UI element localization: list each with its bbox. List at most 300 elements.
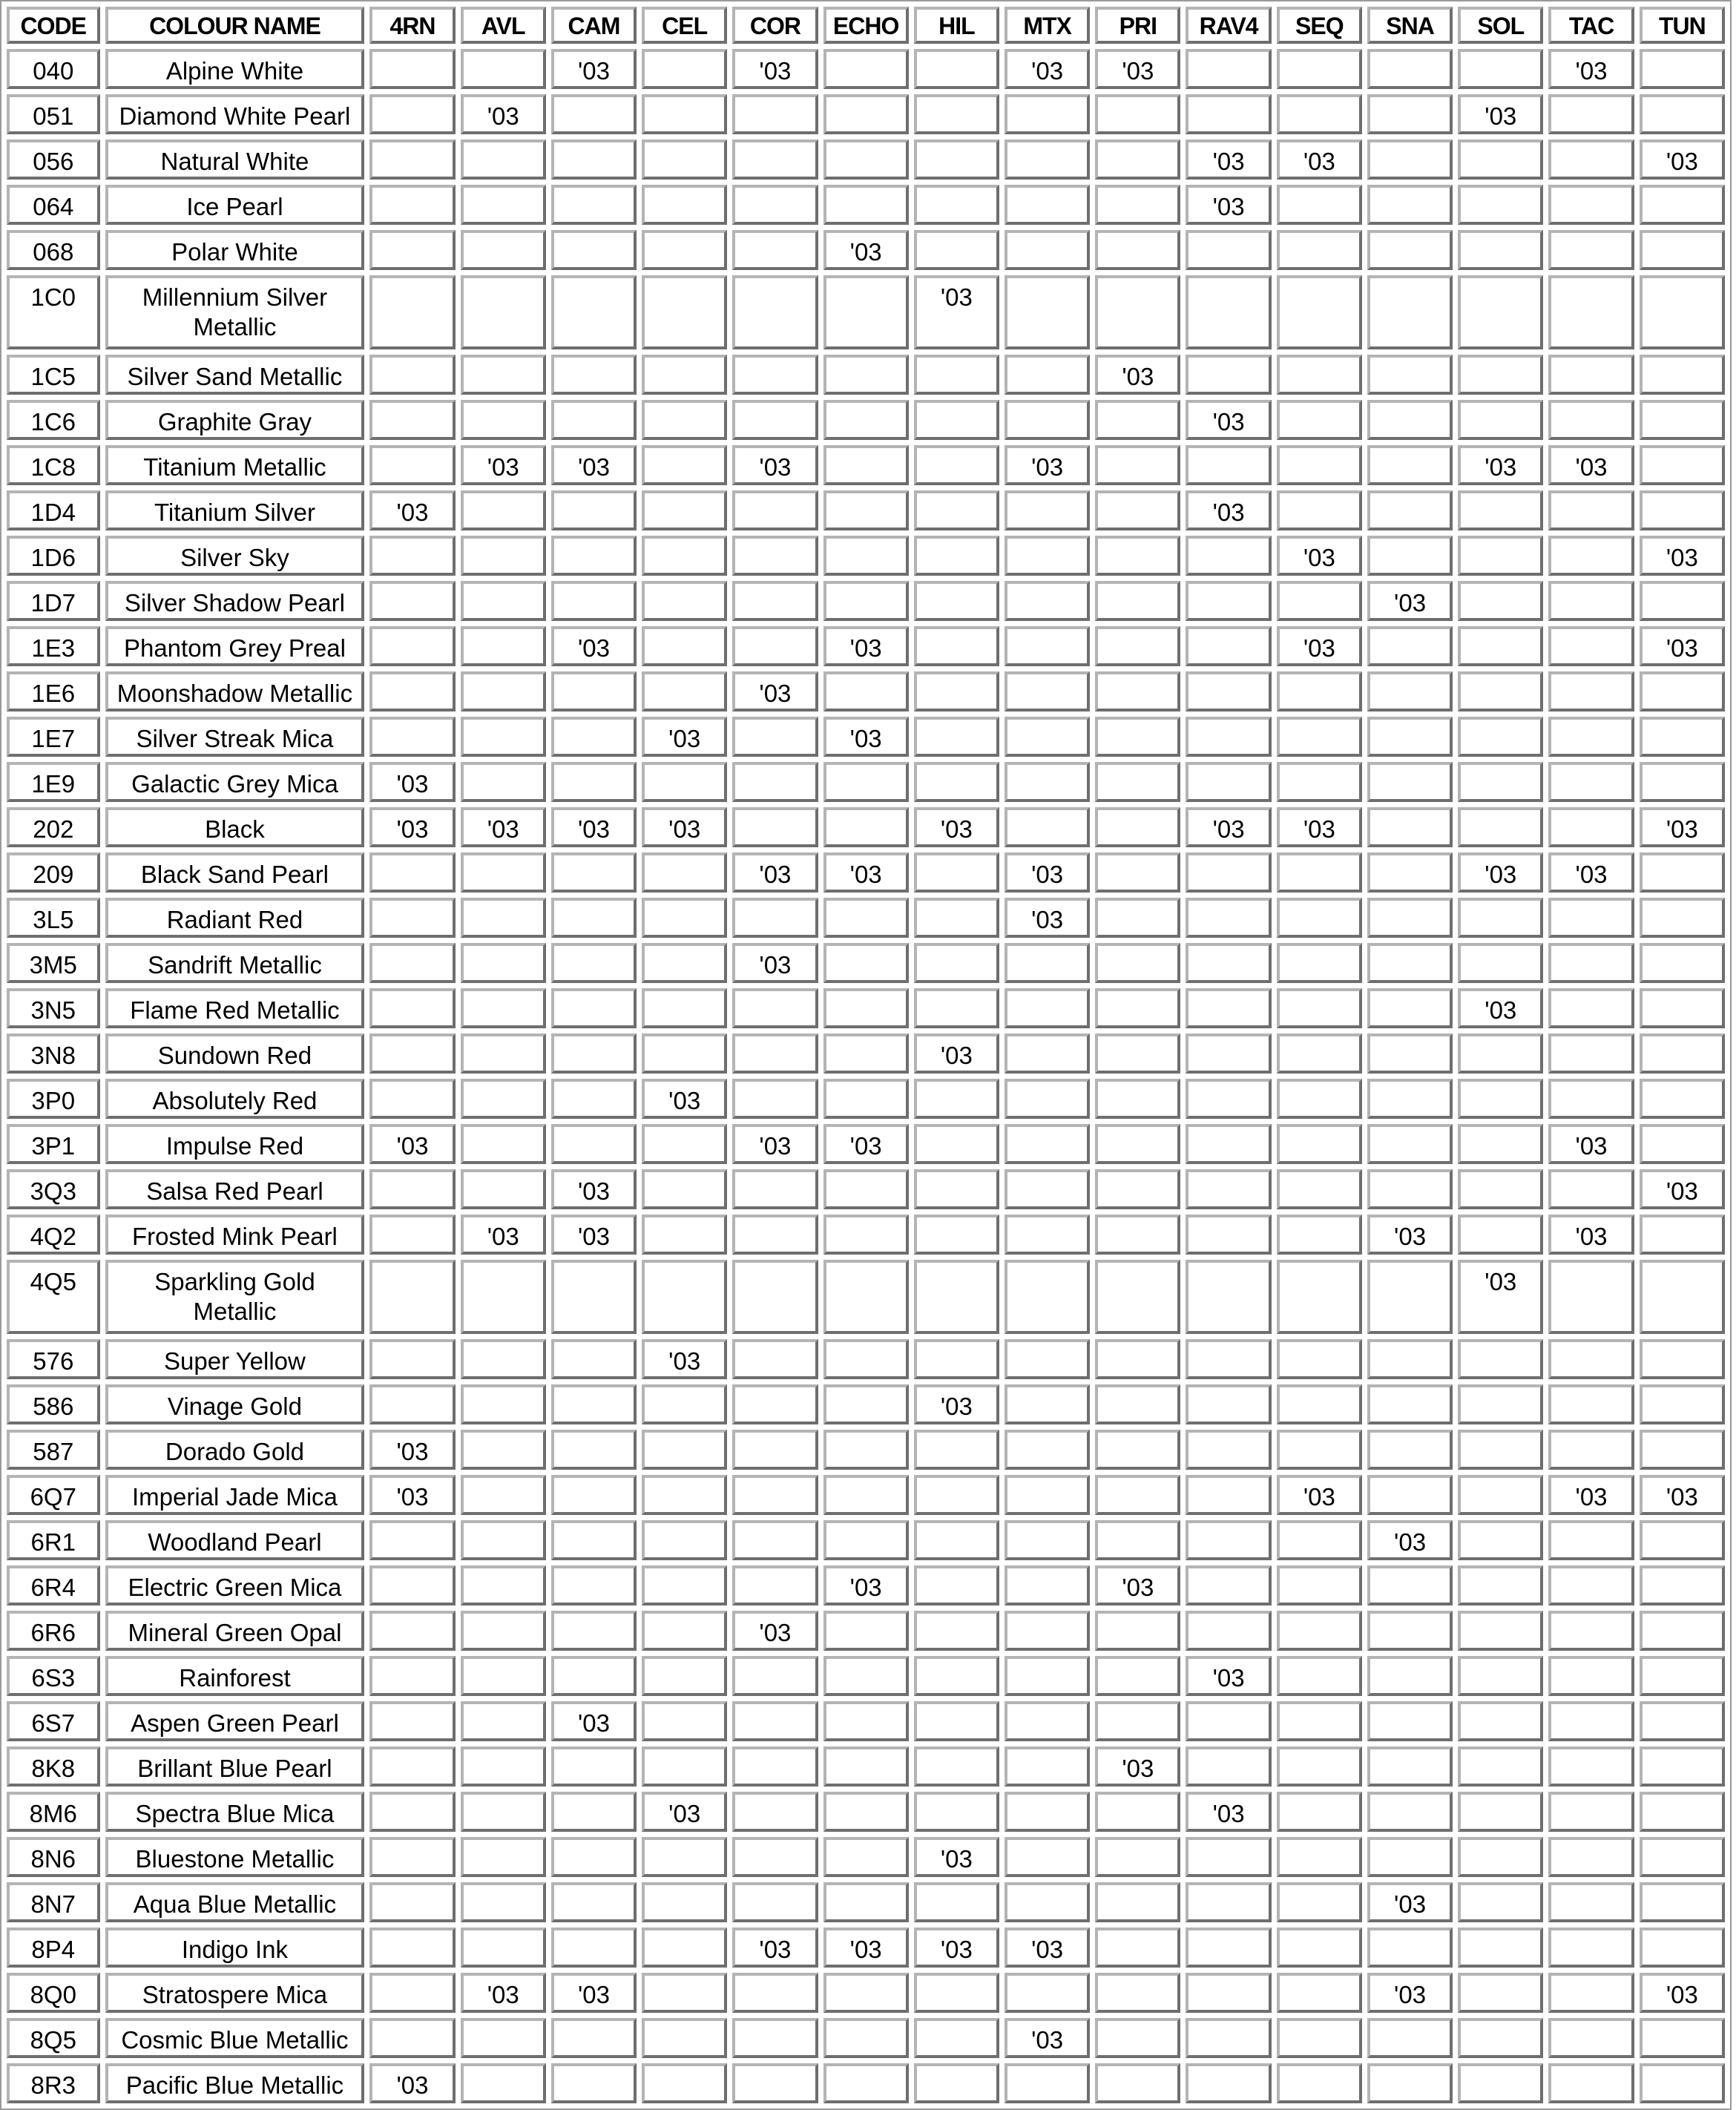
model-cell (823, 1746, 909, 1787)
model-cell (1367, 898, 1453, 938)
model-cell (551, 185, 637, 225)
colour-name-cell: Sundown Red (105, 1033, 365, 1074)
model-cell (1005, 1882, 1090, 1922)
model-cell (1640, 1124, 1725, 1164)
colour-name-cell: Bluestone Metallic (105, 1837, 365, 1877)
model-cell (642, 1520, 727, 1560)
model-cell (369, 1520, 455, 1560)
model-cell (1277, 1520, 1362, 1560)
model-cell (461, 1520, 546, 1560)
model-cell (461, 1079, 546, 1119)
model-cell (914, 717, 999, 757)
model-cell (369, 94, 455, 134)
model-cell: '03 (1277, 536, 1362, 576)
model-cell: '03 (1005, 898, 1090, 938)
model-cell (369, 1973, 455, 2013)
model-cell (1186, 1169, 1271, 1209)
model-cell (1640, 185, 1725, 225)
model-cell (461, 626, 546, 666)
colour-code-cell: 8M6 (7, 1792, 100, 1832)
model-cell (1005, 1475, 1090, 1515)
model-cell (369, 1837, 455, 1877)
model-cell (1005, 807, 1090, 847)
model-cell (551, 1260, 637, 1334)
model-cell (1640, 1927, 1725, 1968)
model-cell (1548, 536, 1634, 576)
colour-name-cell: Spectra Blue Mica (105, 1792, 365, 1832)
model-cell: '03 (1640, 626, 1725, 666)
model-cell (1367, 1837, 1453, 1877)
model-cell (914, 762, 999, 802)
colour-code-cell: 8Q0 (7, 1973, 100, 2013)
model-cell (1640, 1215, 1725, 1255)
model-cell (823, 1475, 909, 1515)
colour-code-cell: 3P1 (7, 1124, 100, 1164)
model-cell: '03 (732, 445, 818, 485)
model-cell (1095, 1430, 1180, 1470)
model-cell (642, 1384, 727, 1424)
model-cell (551, 1124, 637, 1164)
model-cell (461, 1384, 546, 1424)
model-cell: '03 (1548, 1215, 1634, 1255)
model-cell: '03 (642, 1339, 727, 1379)
model-cell (1005, 275, 1090, 349)
model-cell (551, 943, 637, 983)
model-cell (1095, 671, 1180, 711)
model-cell (642, 400, 727, 440)
model-cell (1548, 1384, 1634, 1424)
model-cell (551, 717, 637, 757)
model-cell (1005, 139, 1090, 180)
model-cell (369, 852, 455, 893)
model-cell (1548, 2063, 1634, 2103)
model-cell (1640, 762, 1725, 802)
model-cell (1095, 1079, 1180, 1119)
model-cell (914, 536, 999, 576)
model-cell: '03 (1005, 1927, 1090, 1968)
model-cell (1186, 275, 1271, 349)
model-cell (1095, 139, 1180, 180)
table-row (7, 1384, 1725, 1424)
model-cell (1367, 1033, 1453, 1074)
model-cell: '03 (732, 1927, 818, 1968)
model-cell (1548, 671, 1634, 711)
model-cell (551, 94, 637, 134)
model-cell (823, 1837, 909, 1877)
model-cell: '03 (369, 2063, 455, 2103)
model-cell (1548, 943, 1634, 983)
column-header-sol: SOL (1458, 7, 1543, 44)
model-cell (1095, 2018, 1180, 2058)
colour-code-cell: 1E9 (7, 762, 100, 802)
colour-code-cell: 068 (7, 230, 100, 270)
model-cell: '03 (1458, 852, 1543, 893)
model-cell (642, 94, 727, 134)
colour-code-cell: 3Q3 (7, 1169, 100, 1209)
model-cell (1277, 1169, 1362, 1209)
model-cell (1367, 671, 1453, 711)
model-cell: '03 (551, 1973, 637, 2013)
model-cell (1005, 185, 1090, 225)
model-cell (823, 185, 909, 225)
model-cell (1095, 1611, 1180, 1651)
model-cell (551, 1746, 637, 1787)
colour-code-cell: 3N5 (7, 988, 100, 1028)
model-cell (461, 490, 546, 530)
model-cell (1277, 1746, 1362, 1787)
model-cell: '03 (551, 807, 637, 847)
model-cell (1458, 717, 1543, 757)
table-row (7, 230, 1725, 270)
colour-name-cell: Brillant Blue Pearl (105, 1746, 365, 1787)
colour-name-cell: Diamond White Pearl (105, 94, 365, 134)
model-cell (1005, 1124, 1090, 1164)
model-cell (1458, 536, 1543, 576)
model-cell (1277, 2018, 1362, 2058)
model-cell: '03 (1640, 536, 1725, 576)
colour-name-cell: Polar White (105, 230, 365, 270)
table-row (7, 1927, 1725, 1968)
model-cell (1005, 536, 1090, 576)
model-cell: '03 (1005, 2018, 1090, 2058)
model-cell (1186, 1927, 1271, 1968)
model-cell (732, 1701, 818, 1741)
model-cell (1005, 626, 1090, 666)
model-cell (914, 1565, 999, 1605)
colour-code-cell: 1D6 (7, 536, 100, 576)
model-cell (1548, 139, 1634, 180)
model-cell (461, 1927, 546, 1968)
model-cell (1005, 1169, 1090, 1209)
model-cell (551, 139, 637, 180)
model-cell (914, 1746, 999, 1787)
model-cell (551, 1927, 637, 1968)
model-cell (461, 1837, 546, 1877)
model-cell (642, 2018, 727, 2058)
model-cell (732, 1033, 818, 1074)
model-cell (1640, 1746, 1725, 1787)
colour-code-cell: 1C8 (7, 445, 100, 485)
model-cell (732, 1339, 818, 1379)
colour-name-cell: Rainforest (105, 1656, 365, 1696)
model-cell (1186, 717, 1271, 757)
model-cell (914, 988, 999, 1028)
model-cell (551, 2018, 637, 2058)
colour-code-cell: 051 (7, 94, 100, 134)
model-cell (1640, 230, 1725, 270)
model-cell (823, 400, 909, 440)
model-cell (1367, 1611, 1453, 1651)
model-cell (1367, 445, 1453, 485)
colour-name-cell: Woodland Pearl (105, 1520, 365, 1560)
model-cell (461, 400, 546, 440)
model-cell (461, 275, 546, 349)
model-cell (1458, 1079, 1543, 1119)
table-row (7, 1882, 1725, 1922)
colour-code-cell: 209 (7, 852, 100, 893)
model-cell (732, 1215, 818, 1255)
model-cell (1005, 2063, 1090, 2103)
model-cell (1095, 1169, 1180, 1209)
model-cell (1277, 185, 1362, 225)
model-cell: '03 (461, 1973, 546, 2013)
model-cell (1277, 1033, 1362, 1074)
table-row (7, 1792, 1725, 1832)
model-cell (1640, 1079, 1725, 1119)
model-cell (1548, 1656, 1634, 1696)
model-cell (823, 1215, 909, 1255)
model-cell (369, 230, 455, 270)
colour-name-cell: Aspen Green Pearl (105, 1701, 365, 1741)
model-cell (1277, 1837, 1362, 1877)
colour-code-cell: 4Q2 (7, 1215, 100, 1255)
table-row (7, 1701, 1725, 1741)
column-header-cor: COR (732, 7, 818, 44)
model-cell (461, 2018, 546, 2058)
model-cell (1186, 1882, 1271, 1922)
model-cell (1005, 1033, 1090, 1074)
model-cell (461, 2063, 546, 2103)
model-cell (1277, 988, 1362, 1028)
table-row (7, 1430, 1725, 1470)
model-cell (1548, 400, 1634, 440)
column-header-cam: CAM (551, 7, 637, 44)
model-cell: '03 (1640, 139, 1725, 180)
model-cell (1640, 1260, 1725, 1334)
colour-code-cell: 586 (7, 1384, 100, 1424)
model-cell (1548, 1565, 1634, 1605)
model-cell (1095, 898, 1180, 938)
colour-code-cell: 1D4 (7, 490, 100, 530)
model-cell (642, 1215, 727, 1255)
colour-code-cell: 6R4 (7, 1565, 100, 1605)
colour-code-cell: 8N7 (7, 1882, 100, 1922)
colour-name-cell: Silver Sky (105, 536, 365, 576)
model-cell (369, 671, 455, 711)
colour-name-cell: Absolutely Red (105, 1079, 365, 1119)
model-cell (1458, 400, 1543, 440)
table-row (7, 898, 1725, 938)
model-cell (642, 898, 727, 938)
model-cell (1640, 1701, 1725, 1741)
model-cell (642, 536, 727, 576)
model-cell (1458, 581, 1543, 621)
model-cell (461, 1475, 546, 1515)
colour-code-cell: 1E7 (7, 717, 100, 757)
model-cell (914, 445, 999, 485)
model-cell (1458, 1882, 1543, 1922)
model-cell (1186, 1701, 1271, 1741)
model-cell: '03 (1095, 1565, 1180, 1605)
model-cell (914, 1701, 999, 1741)
colour-name-cell: Vinage Gold (105, 1384, 365, 1424)
model-cell (1640, 1792, 1725, 1832)
model-cell (1640, 445, 1725, 485)
model-cell: '03 (369, 807, 455, 847)
model-cell (461, 1611, 546, 1651)
colour-name-cell: Phantom Grey Preal (105, 626, 365, 666)
model-cell: '03 (642, 807, 727, 847)
model-cell: '03 (1095, 355, 1180, 395)
colour-code-cell: 8R3 (7, 2063, 100, 2103)
model-cell (1277, 1656, 1362, 1696)
model-cell (732, 1792, 818, 1832)
model-cell (823, 2063, 909, 2103)
column-header-tun: TUN (1640, 7, 1725, 44)
model-cell (1095, 1927, 1180, 1968)
table-row (7, 807, 1725, 847)
model-cell (823, 898, 909, 938)
model-cell (1458, 1475, 1543, 1515)
model-cell (461, 898, 546, 938)
model-cell (1095, 1260, 1180, 1334)
model-cell: '03 (1277, 807, 1362, 847)
model-cell (1186, 1215, 1271, 1255)
model-cell (551, 355, 637, 395)
model-cell (1367, 762, 1453, 802)
model-cell (461, 1882, 546, 1922)
model-cell (823, 1611, 909, 1651)
model-cell (823, 139, 909, 180)
model-cell (914, 355, 999, 395)
model-cell (823, 671, 909, 711)
model-cell (1005, 490, 1090, 530)
model-cell (823, 2018, 909, 2058)
model-cell (461, 581, 546, 621)
model-cell (551, 1079, 637, 1119)
model-cell (551, 2063, 637, 2103)
model-cell (1640, 490, 1725, 530)
model-cell (369, 717, 455, 757)
model-cell (461, 1792, 546, 1832)
model-cell (369, 1339, 455, 1379)
colour-name-cell: Black Sand Pearl (105, 852, 365, 893)
model-cell (1640, 1520, 1725, 1560)
colour-name-cell: Titanium Silver (105, 490, 365, 530)
model-cell (1095, 852, 1180, 893)
model-cell (1186, 1837, 1271, 1877)
model-cell (823, 1656, 909, 1696)
model-cell: '03 (551, 49, 637, 89)
model-cell (369, 1927, 455, 1968)
model-cell (1186, 355, 1271, 395)
model-cell (1367, 1701, 1453, 1741)
table-row (7, 1079, 1725, 1119)
colour-name-cell: Sparkling Gold Metallic (105, 1260, 365, 1334)
model-cell: '03 (642, 717, 727, 757)
model-cell (1640, 988, 1725, 1028)
model-cell (461, 1565, 546, 1605)
model-cell (1458, 2018, 1543, 2058)
colour-name-cell: Radiant Red (105, 898, 365, 938)
model-cell (1186, 230, 1271, 270)
model-cell (1095, 762, 1180, 802)
model-cell (732, 2063, 818, 2103)
colour-name-cell: Black (105, 807, 365, 847)
model-cell (732, 139, 818, 180)
model-cell (732, 1656, 818, 1696)
model-cell: '03 (1548, 445, 1634, 485)
model-cell (1277, 1384, 1362, 1424)
model-cell: '03 (551, 1169, 637, 1209)
model-cell: '03 (461, 94, 546, 134)
model-cell: '03 (1548, 1124, 1634, 1164)
model-cell (551, 1565, 637, 1605)
model-cell (1186, 2063, 1271, 2103)
model-cell (1458, 1611, 1543, 1651)
model-cell (1186, 2018, 1271, 2058)
model-cell (1005, 717, 1090, 757)
model-cell (1640, 1384, 1725, 1424)
table-row (7, 1475, 1725, 1515)
model-cell (1005, 671, 1090, 711)
model-cell (732, 1384, 818, 1424)
model-cell: '03 (1005, 49, 1090, 89)
model-cell (823, 355, 909, 395)
model-cell (914, 2063, 999, 2103)
table-row (7, 1033, 1725, 1074)
model-cell (1277, 490, 1362, 530)
model-cell (1640, 49, 1725, 89)
model-cell (1367, 400, 1453, 440)
model-cell (461, 1169, 546, 1209)
model-cell (732, 490, 818, 530)
model-cell: '03 (461, 807, 546, 847)
model-cell (1367, 1124, 1453, 1164)
model-cell (732, 1079, 818, 1119)
colour-name-cell: Galactic Grey Mica (105, 762, 365, 802)
model-cell (369, 1882, 455, 1922)
model-cell (1186, 1260, 1271, 1334)
model-cell (1367, 1169, 1453, 1209)
model-cell (551, 1837, 637, 1877)
model-cell (642, 1746, 727, 1787)
model-cell (1005, 1215, 1090, 1255)
model-cell (1367, 626, 1453, 666)
model-cell (1277, 1792, 1362, 1832)
model-cell (823, 1339, 909, 1379)
model-cell (1095, 807, 1180, 847)
model-cell (551, 1339, 637, 1379)
model-cell (1005, 1837, 1090, 1877)
model-cell (1458, 1927, 1543, 1968)
model-cell (823, 1079, 909, 1119)
model-cell (461, 943, 546, 983)
model-cell (461, 185, 546, 225)
model-cell (642, 1927, 727, 1968)
model-cell (1640, 1033, 1725, 1074)
model-cell (1186, 1033, 1271, 1074)
colour-code-cell: 587 (7, 1430, 100, 1470)
model-cell (1458, 1215, 1543, 1255)
model-cell (461, 671, 546, 711)
model-cell (1186, 1611, 1271, 1651)
model-cell: '03 (1640, 1475, 1725, 1515)
model-cell: '03 (1458, 94, 1543, 134)
model-cell (369, 1746, 455, 1787)
model-cell (1367, 536, 1453, 576)
model-cell (1186, 671, 1271, 711)
model-cell (369, 1033, 455, 1074)
table-row (7, 1260, 1725, 1334)
colour-name-cell: Ice Pearl (105, 185, 365, 225)
model-cell (369, 1611, 455, 1651)
model-cell: '03 (1458, 445, 1543, 485)
model-cell (732, 230, 818, 270)
model-cell (1548, 1701, 1634, 1741)
model-cell (1277, 94, 1362, 134)
model-cell (1005, 230, 1090, 270)
